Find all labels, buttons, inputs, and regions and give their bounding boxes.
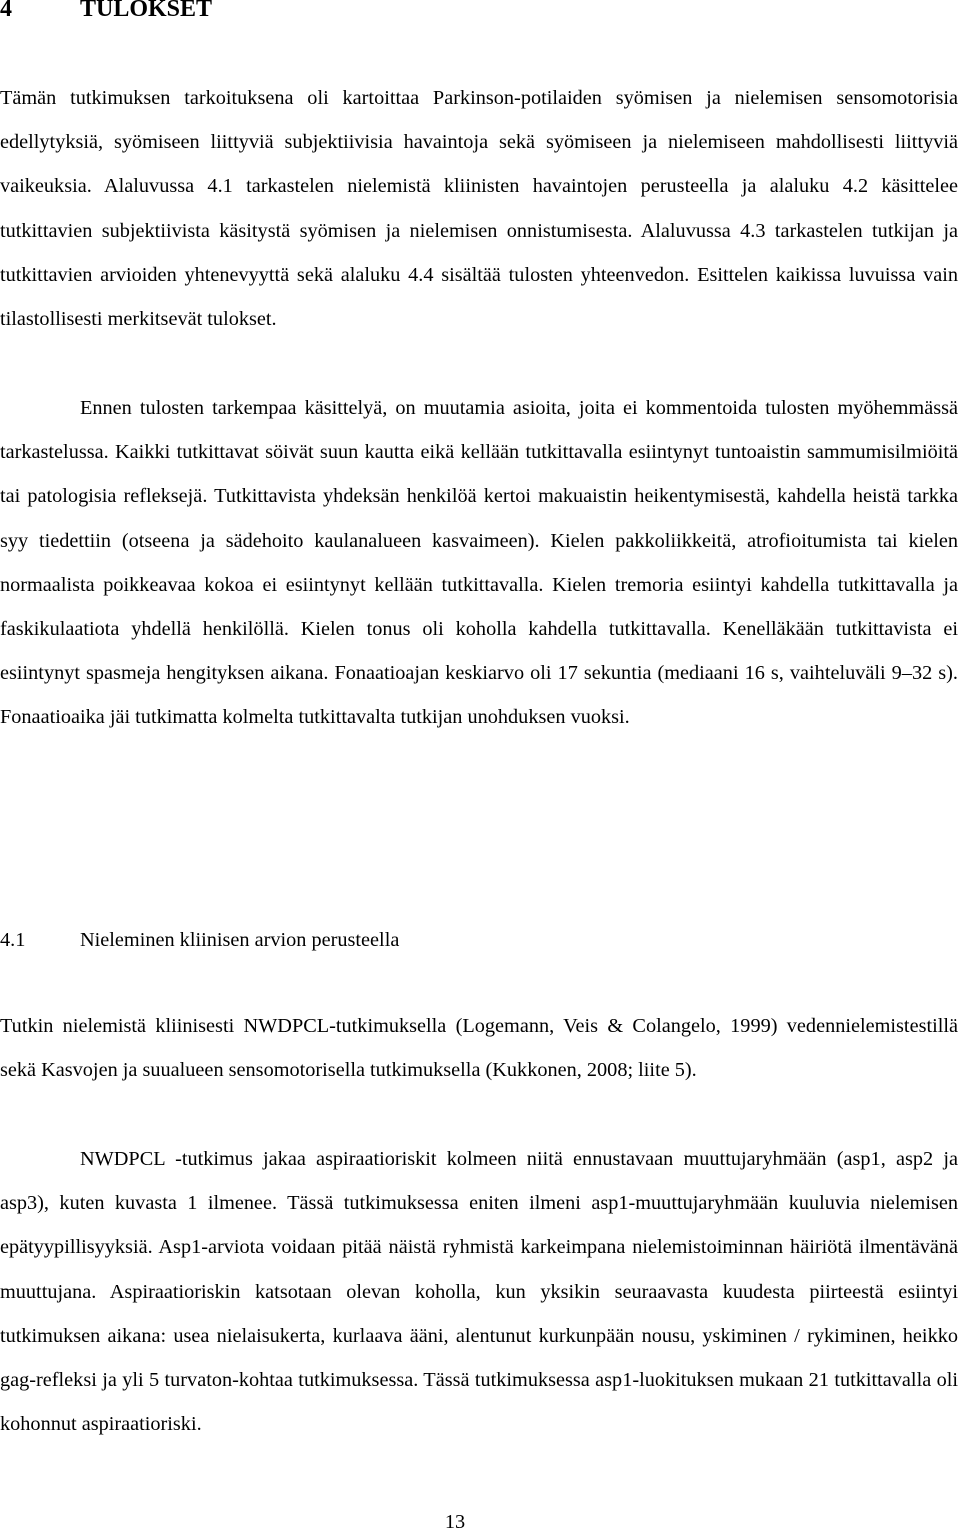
- section-number: 4.1: [0, 929, 26, 951]
- paragraph-observations: Ennen tulosten tarkempaa käsittelyä, on muutamia asioita, joita ei kommentoida tulosten myöhemmässä tarkastelussa. Kaikki tutkittavat söivät suun kautta eikä kellään tutkittavalla esiintynyt tuntoaistin sammumisilmiöitä tai patologisia refleksejä. Tutkittavista yhdeksän henkilöä kertoi makuaistin heikentymisestä, kahdella heistä tarkka syy tiedettiin (otseena ja sädehoito kaulanalueen kasvaimeen). Kielen pakkoliikkeitä, atrofioitumista tai kielen normaalista poikkeavaa kokoa ei esiintynyt kellään tutkittavalla. Kielen tremoria esiintyi kahdella tutkittavalla ja faskikulaatiota yhdellä henkilöllä. Kielen tonus oli koholla kahdella tutkittavalla. Kenelläkään tutkittavista ei esiintynyt spasmeja hengityksen aikana. Fonaatioajan keskiarvo oli 17 sekuntia (mediaani 16 s, vaihteluväli 9–32 s). Fonaatioaika jäi tutkimatta kolmelta tutkittavalta tutkijan unohduksen vuoksi.: [0, 397, 958, 729]
- chapter-heading: [0, 0, 212, 24]
- chapter-number: 4: [0, 0, 12, 22]
- chapter-title: TULOKSET: [80, 0, 213, 22]
- section-heading: [0, 924, 399, 956]
- paragraph-intro: Tämän tutkimuksen tarkoituksena oli kartoittaa Parkinson-potilaiden syömisen ja nielemisen sensomotorisia edellytyksiä, syömiseen liittyviä subjektiivisia havaintoja sekä syömiseen ja nielemiseen mahdollisesti liittyviä vaikeuksia. Alaluvussa 4.1 tarkastelen nielemistä kliinisten havaintojen perusteella ja alaluku 4.2 käsittelee tutkittavien subjektiivista käsitystä syömisen ja nielemisen onnistumisesta. Alaluvussa 4.3 tarkastelen tutkijan ja tutkittavien arvioiden yhtenevyyttä sekä alaluku 4.4 sisältää tulosten yhteenvedon. Esittelen kaikissa luvuissa vain tilastollisesti merkitsevät tulokset.: [0, 87, 958, 331]
- paragraph-nwdpcl: NWDPCL -tutkimus jakaa aspiraatioriskit kolmeen niitä ennustavaan muuttujaryhmään (asp1, asp2 ja asp3), kuten kuvasta 1 ilmenee. Tässä tutkimuksessa eniten ilmeni asp1-muuttujaryhmään kuuluvia nielemisen epätyypillisyyksiä. Asp1-arviota voidaan pitää näistä ryhmistä karkeimpana nielemistoiminnan häiriötä ilmentävänä muuttujana. Aspiraatioriskin katsotaan olevan koholla, kun yksikin seuraavasta kuudesta piirteestä esiintyi tutkimuksen aikana: usea nielaisukerta, kurlaava ääni, alentunut kurkunpään nousu, yskiminen / rykiminen, heikko gag-refleksi ja yli 5 turvaton-kohtaa tutkimuksessa. Tässä tutkimuksessa asp1-luokituksen mukaan 21 tutkittavalla oli kohonnut aspiraatioriski.: [0, 1148, 958, 1436]
- section-title: Nieleminen kliinisen arvion perusteella: [80, 929, 400, 951]
- page-number: 13: [444, 1511, 466, 1533]
- paragraph-methods: Tutkin nielemistä kliinisesti NWDPCL-tutkimuksella (Logemann, Veis & Colangelo, 1999) vedennielemistestillä sekä Kasvojen ja suualueen sensomotorisella tutkimuksella (Kukkonen, 2008; liite 5).: [0, 1015, 958, 1082]
